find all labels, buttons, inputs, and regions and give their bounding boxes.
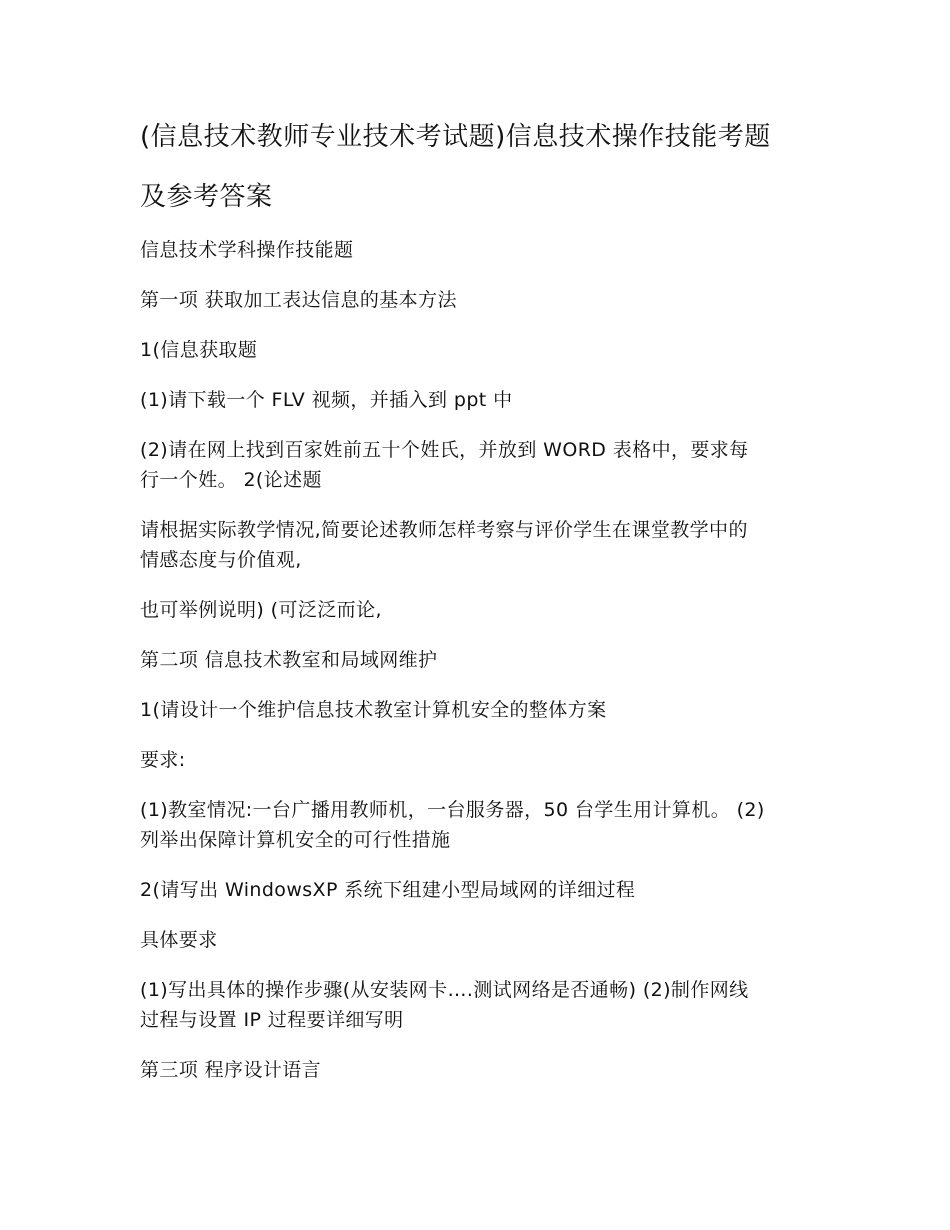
section-heading: 信息技术学科操作技能题	[140, 239, 354, 261]
question-heading: 1(请设计一个维护信息技术教室计算机安全的整体方案	[140, 699, 607, 721]
document-title-line-2: 及参考答案	[140, 182, 273, 212]
document-title-line-1: (信息技术教师专业技术考试题)信息技术操作技能考题	[140, 122, 771, 152]
paragraph-text: (1)教室情况:一台广播用教师机，一台服务器，50 台学生用计算机。 (2)	[140, 799, 765, 821]
paragraph-text: 情感态度与价值观,	[140, 549, 302, 571]
question-heading: 2(请写出 WindowsXP 系统下组建小型局域网的详细过程	[140, 879, 636, 901]
paragraph-text: 具体要求	[140, 929, 218, 951]
paragraph-text: 列举出保障计算机安全的可行性措施	[140, 829, 451, 851]
item-heading: 第二项 信息技术教室和局域网维护	[140, 649, 438, 671]
question-text: 行一个姓。 2(论述题	[140, 469, 322, 491]
paragraph-text: 也可举例说明) (可泛泛而论,	[140, 599, 382, 621]
paragraph-text: (1)写出具体的操作步骤(从安装网卡….测试网络是否通畅) (2)制作网线	[140, 979, 749, 1001]
item-heading: 第三项 程序设计语言	[140, 1059, 322, 1081]
paragraph-text: 请根据实际教学情况,简要论述教师怎样考察与评价学生在课堂教学中的	[140, 519, 748, 541]
question-heading: 1(信息获取题	[140, 339, 258, 361]
question-text: (1)请下载一个 FLV 视频，并插入到 ppt 中	[140, 389, 513, 411]
paragraph-text: 过程与设置 IP 过程要详细写明	[140, 1009, 404, 1031]
question-text: (2)请在网上找到百家姓前五十个姓氏，并放到 WORD 表格中，要求每	[140, 439, 749, 461]
item-heading: 第一项 获取加工表达信息的基本方法	[140, 289, 457, 311]
paragraph-text: 要求:	[140, 749, 186, 771]
